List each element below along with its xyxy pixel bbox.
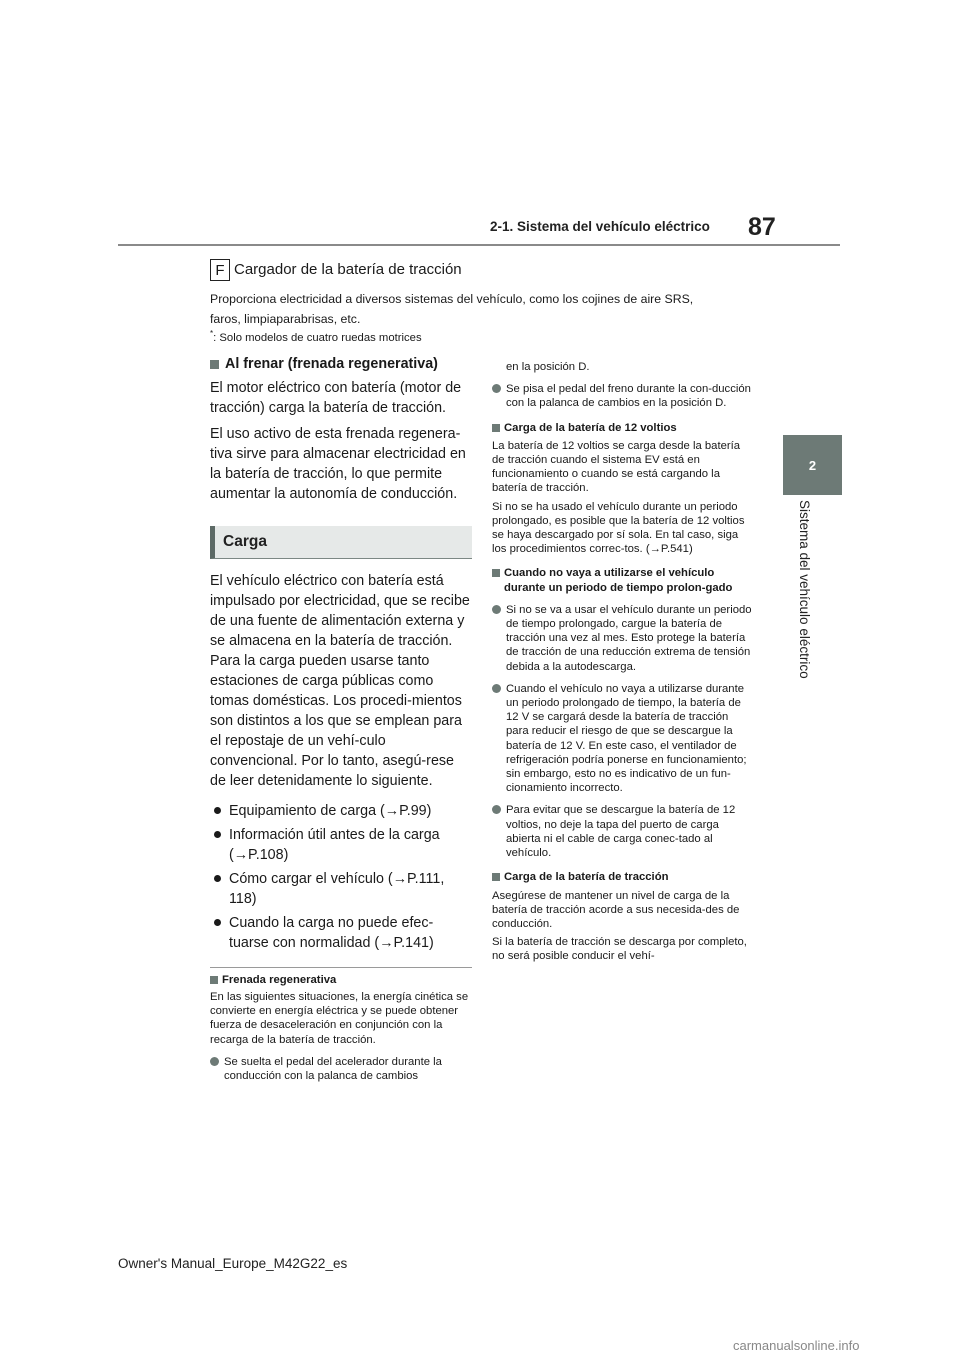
component-title: Cargador de la batería de tracción	[234, 261, 462, 278]
battery-12v-paragraph-1: La batería de 12 voltios se carga desde la batería de tracción cuando el sistema EV está en funcionamiento o cuando se está cargando la batería de tracción.	[492, 439, 741, 495]
long-period-heading	[492, 566, 754, 594]
regen-paragraph-1: El motor eléctrico con batería (motor de tracción) carga la batería de tracción.	[210, 380, 462, 416]
carga-section-title: Carga	[210, 526, 472, 559]
carga-paragraph: El vehículo eléctrico con batería está impulsado por electricidad, que se recibe de una fuente de alimentación externa y se almacena en la batería de tracción. Para la carga pueden usarse tanto estaciones de carga públicas como tomas domésticas. Los procedi-mientos son distintos a los que se emplean para el repostaje de un vehí-culo convencional. Por lo tanto, asegú-rese de leer detenidamente lo siguiente.	[210, 573, 470, 789]
continued-text: en la posición D.	[506, 361, 590, 373]
note-heading	[210, 974, 472, 986]
page-number: 87	[748, 213, 776, 241]
square-bullet-icon	[492, 569, 500, 577]
square-bullet-icon	[210, 976, 218, 984]
note-dot-item: Si no se va a usar el vehículo durante un periodo de tiempo prolongado, cargue la batería de tracción una vez al mes. Esto protege la batería de tracción de una reducción extrema de tensión debida a la autodescarga.	[492, 603, 754, 674]
list-item[interactable]: Información útil antes de la carga (→P.108)	[210, 825, 472, 865]
traction-paragraph-1: Asegúrese de mantener un nivel de carga de la batería de tracción acorde a sus necesida-des de conducción.	[492, 889, 740, 930]
note-dot-item: Se suelta el pedal del acelerador durante la conducción con la palanca de cambios	[210, 1055, 472, 1083]
battery-12v-heading	[492, 421, 754, 435]
note-dot-item: Cuando el vehículo no vaya a utilizarse durante un periodo prolongado de tiempo, la batería de 12 V se cargará desde la batería de tracción para reducir el riesgo de que se descargue la batería de 12 V. En este caso, el ventilador de refrigeración podría ponerse en funcionamiento; sin embargo, esto no es indicativo de un fun-cionamiento incorrecto.	[492, 682, 754, 796]
left-column	[210, 356, 472, 1083]
square-bullet-icon	[492, 873, 500, 881]
chapter-tab: 2	[783, 435, 842, 495]
component-marker: F	[210, 259, 230, 281]
component-description	[210, 289, 750, 329]
list-item[interactable]: Cómo cargar el vehículo (→P.111, 118)	[210, 869, 472, 909]
description-line: faros, limpiaparabrisas, etc.	[210, 312, 361, 326]
battery-12v-heading-text: Carga de la batería de 12 voltios	[504, 421, 677, 434]
list-item[interactable]: Cuando la carga no puede efec-tuarse con normalidad (→P.141)	[210, 913, 472, 953]
traction-battery-heading	[492, 870, 754, 884]
traction-paragraph-2: Si la batería de tracción se descarga por completo, no será posible conducir el vehí-	[492, 936, 747, 963]
header-rule	[118, 244, 840, 246]
regen-heading	[210, 356, 472, 372]
note-heading-text: Frenada regenerativa	[222, 974, 337, 986]
square-bullet-icon	[492, 424, 500, 432]
list-item[interactable]: Equipamiento de carga (→P.99)	[210, 801, 472, 821]
square-bullet-icon	[210, 360, 219, 369]
footnote-text: : Solo modelos de cuatro ruedas motrices	[213, 331, 422, 344]
carga-link-list	[210, 801, 472, 953]
note-dot-item: Se pisa el pedal del freno durante la con-ducción con la palanca de cambios en la posición D.	[492, 382, 754, 410]
regen-heading-text: Al frenar (frenada regenerativa)	[225, 356, 438, 372]
footnote-mark: *	[210, 329, 214, 338]
regen-paragraph-2: El uso activo de esta frenada regenera-tiva sirve para almacenar electricidad en la batería de tracción, lo que permite aumentar la autonomía de conducción.	[210, 426, 466, 502]
long-period-heading-text: Cuando no vaya a utilizarse el vehículo durante un periodo de tiempo prolon-gado	[504, 567, 733, 594]
chapter-side-label: Sistema del vehículo eléctrico	[797, 500, 812, 679]
footnote	[210, 329, 422, 344]
note-divider	[210, 967, 472, 968]
manual-footer-label: Owner's Manual_Europe_M42G22_es	[118, 1256, 348, 1271]
battery-12v-paragraph-2: Si no se ha usado el vehículo durante un periodo prolongado, es posible que la batería de 12 voltios se haya descargado por sí sola. En tal caso, siga los procedimientos correc-tos. (→P.541)	[492, 500, 745, 556]
right-column	[492, 356, 754, 964]
description-line: Proporciona electricidad a diversos sistemas del vehículo, como los cojines de aire SRS,	[210, 292, 694, 306]
note-dot-item: Para evitar que se descargue la batería de 12 voltios, no deje la tapa del puerto de carga abierta ni el cable de carga conec-tado al vehículo.	[492, 803, 754, 860]
section-title: 2-1. Sistema del vehículo eléctrico	[490, 219, 710, 234]
traction-battery-heading-text: Carga de la batería de tracción	[504, 871, 669, 884]
note-paragraph: En las siguientes situaciones, la energía cinética se convierte en energía eléctrica y se puede obtener fuerza de desaceleración en conjunción con la recarga de la batería de tracción.	[210, 991, 469, 1046]
watermark[interactable]: carmanualsonline.info	[733, 1338, 860, 1353]
